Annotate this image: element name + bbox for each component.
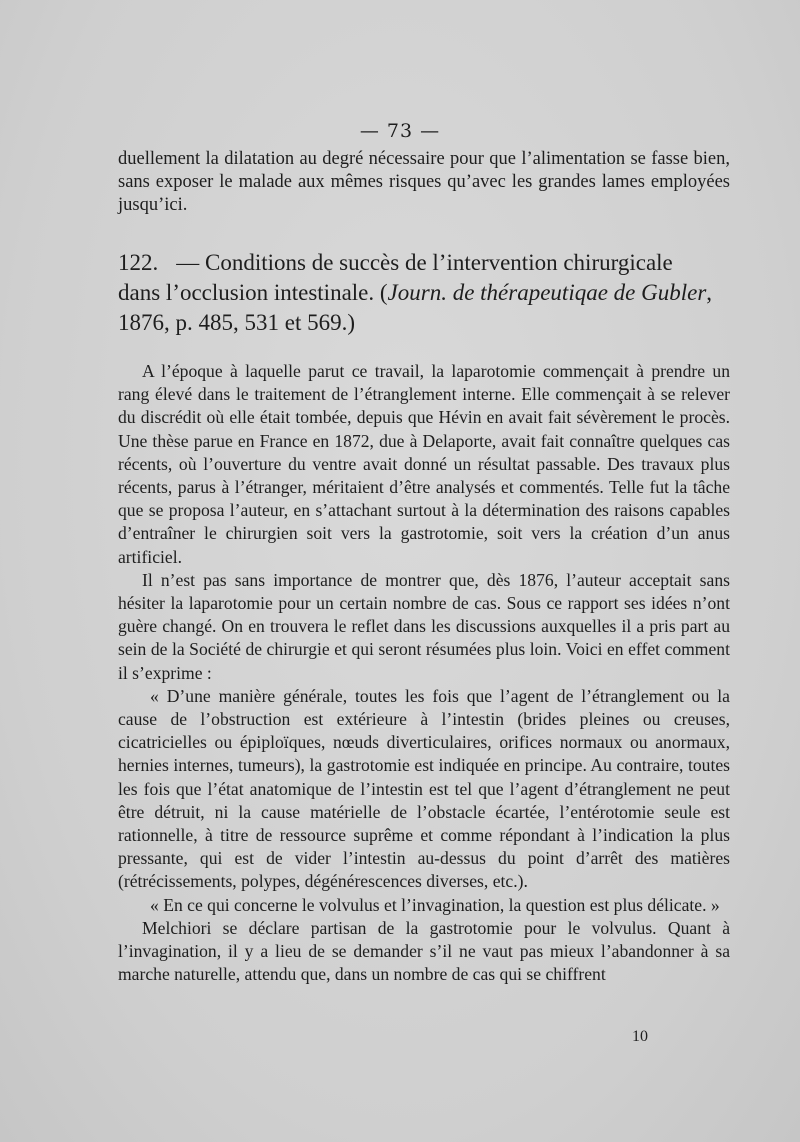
body-text	[118, 360, 730, 986]
section-heading	[118, 248, 718, 338]
section-number: 122.	[118, 250, 159, 275]
section-title-prefix: — Conditions de succès de l’intervention chirurgicale dans l’occlusion intestinale. (	[118, 250, 673, 305]
quote-paragraph: « D’une manière générale, toutes les fois que l’agent de l’étranglement ou la cause de l’obstruction est extérieure à l’intestin (brides pleines ou creuses, cicatricielles ou épiploïques, nœuds diverticulaires, orifices normaux ou anormaux, hernies internes, tumeurs), la gastrotomie est indiquée en principe. Au contraire, toutes les fois que l’état anatomique de l’intestin est tel que l’agent d’étranglement ne peut être détruit, ni la cause matérielle de l’obstacle écartée, l’entérotomie seule est rationnelle, à titre de ressource suprême et comme répondant à l’indication la plus pressante, qui est de vider l’intestin au-dessus du point d’arrêt des matières (rétrécissements, polypes, dégénérescences diverses, etc.).	[118, 685, 730, 892]
signature-mark: 10	[632, 1028, 648, 1045]
section-title-suffix: , 1876, p. 485, 531 et 569.)	[118, 280, 713, 335]
paragraph: Melchiori se déclare partisan de la gastrotomie pour le volvulus. Quant à l’invagination, il y a lieu de se demander s’il ne vaut pas mieux l’abandonner à sa marche naturelle, attendu que, dans un nombre de cas qui se chiffrent	[118, 917, 730, 985]
paragraph: Il n’est pas sans importance de montrer que, dès 1876, l’auteur acceptait sans hésiter la laparotomie pour un certain nombre de cas. Sous ce rapport ses idées n’ont guère changé. On en trouvera le reflet dans les discussions auxquelles il a pris part au sein de la Société de chirurgie et qui seront résumées plus loin. Voici en effet comment il s’exprime :	[118, 569, 730, 683]
section-title-journal: Journ. de thérapeutiqae de Gubler	[387, 280, 707, 305]
continuation-paragraph: duellement la dilatation au degré nécessaire pour que l’alimentation se fasse bien, sans exposer le malade aux mêmes risques qu’avec les grandes lames employées jusqu’ici.	[118, 149, 730, 215]
page-number: — 73 —	[359, 120, 441, 142]
paragraph: A l’époque à laquelle parut ce travail, la laparotomie commençait à prendre un rang élevé dans le traitement de l’étranglement interne. Elle commençait à se relever du discrédit où elle était tombée, depuis que Hévin en avait fait sévèrement le procès. Une thèse parue en France en 1872, due à Delaporte, avait fait connaître quelques cas récents, où l’ouverture du ventre avait donné un résultat passable. Des travaux plus récents, parus à l’étranger, méritaient d’être analysés et commentés. Telle fut la tâche que se proposa l’auteur, en s’attachant surtout à la détermination des raisons capables d’entraîner le chirurgien soit vers la gastrotomie, soit vers la création d’un anus artificiel.	[118, 361, 730, 567]
quote-paragraph: « En ce qui concerne le volvulus et l’invagination, la question est plus délicate. »	[150, 894, 720, 915]
